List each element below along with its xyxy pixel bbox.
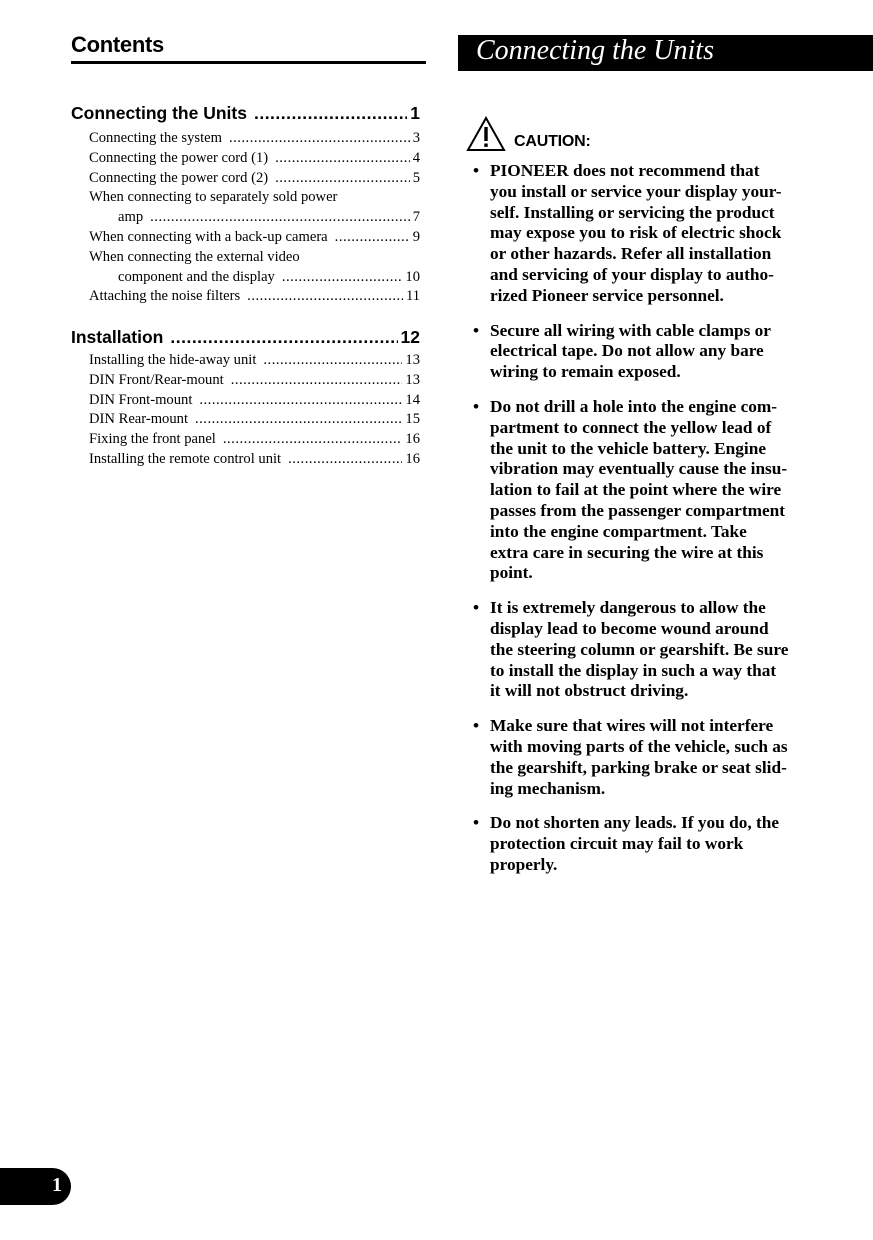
caution-label: CAUTION: [514, 133, 591, 150]
toc-section-title: Connecting the Units [71, 103, 247, 123]
banner-title: Connecting the Units [476, 35, 714, 66]
toc-section-installation [71, 327, 420, 470]
toc-entry[interactable]: When connecting with a back-up camera ..... 9 [71, 228, 420, 248]
toc-section-page: 12 [400, 327, 420, 347]
page-number-tab [0, 1168, 71, 1205]
toc-entry[interactable]: Connecting the system ..... 3 [71, 129, 420, 149]
toc-entry[interactable]: Installing the hide-away unit ..... 13 [71, 351, 420, 371]
caution-list [473, 161, 823, 890]
toc-entry[interactable]: component and the display ..... 10 [71, 268, 420, 288]
caution-item: • Make sure that wires will not interfere with moving parts of the vehicle, such as the gearshift, parking brake or seat slid- ing mechanism. [473, 716, 823, 799]
toc-section-heading[interactable] [71, 327, 420, 351]
toc-entry-line[interactable]: When connecting the external video [89, 248, 300, 265]
warning-triangle-icon [466, 116, 506, 152]
caution-item: • It is extremely dangerous to allow the display lead to become wound around the steering column or gearshift. Be sure to install the display in such a way that it will not obstruct driving. [473, 598, 823, 702]
caution-item: • PIONEER does not recommend that you install or service your display your- self. Installing or servicing the product may expose you to risk of electric shock or other hazards. Refer all installation and servicing of your display to autho- rized Pioneer service personnel. [473, 161, 823, 307]
toc-entry[interactable]: DIN Rear-mount ..... 15 [71, 410, 420, 430]
toc-entry[interactable]: DIN Front-mount ..... 14 [71, 391, 420, 411]
toc-entry-line[interactable]: When connecting to separately sold power [89, 189, 338, 206]
page-number: 1 [52, 1174, 62, 1196]
toc-entry[interactable]: Connecting the power cord (2) ..... 5 [71, 169, 420, 189]
caution-item: • Do not drill a hole into the engine com- partment to connect the yellow lead of the unit to the vehicle battery. Engine vibration may eventually cause the insu- lation to fail at the point where the wire passes from the passenger compartment into the engine compartment. Take extra care in securing the wire at this point. [473, 397, 823, 584]
toc-entry[interactable]: Attaching the noise filters ..... 11 [71, 287, 420, 307]
toc-section-title: Installation [71, 327, 164, 347]
toc-section-heading[interactable] [71, 103, 420, 127]
toc-entry[interactable]: Fixing the front panel ..... 16 [71, 430, 420, 450]
toc-entry[interactable]: DIN Front/Rear-mount ..... 13 [71, 371, 420, 391]
toc-entry[interactable]: Connecting the power cord (1) ..... 4 [71, 149, 420, 169]
toc-section-page: 1 [410, 103, 420, 123]
section-banner [458, 35, 873, 71]
caution-item: • Do not shorten any leads. If you do, the protection circuit may fail to work properly. [473, 813, 823, 875]
contents-heading [71, 30, 426, 64]
toc-entry[interactable]: Installing the remote control unit ..... 16 [71, 450, 420, 470]
toc-entry[interactable]: amp ..... 7 [71, 208, 420, 228]
caution-item: • Secure all wiring with cable clamps or electrical tape. Do not allow any bare wiring to remain exposed. [473, 321, 823, 383]
contents-title: Contents [71, 32, 164, 57]
toc-section-connecting [71, 103, 420, 307]
